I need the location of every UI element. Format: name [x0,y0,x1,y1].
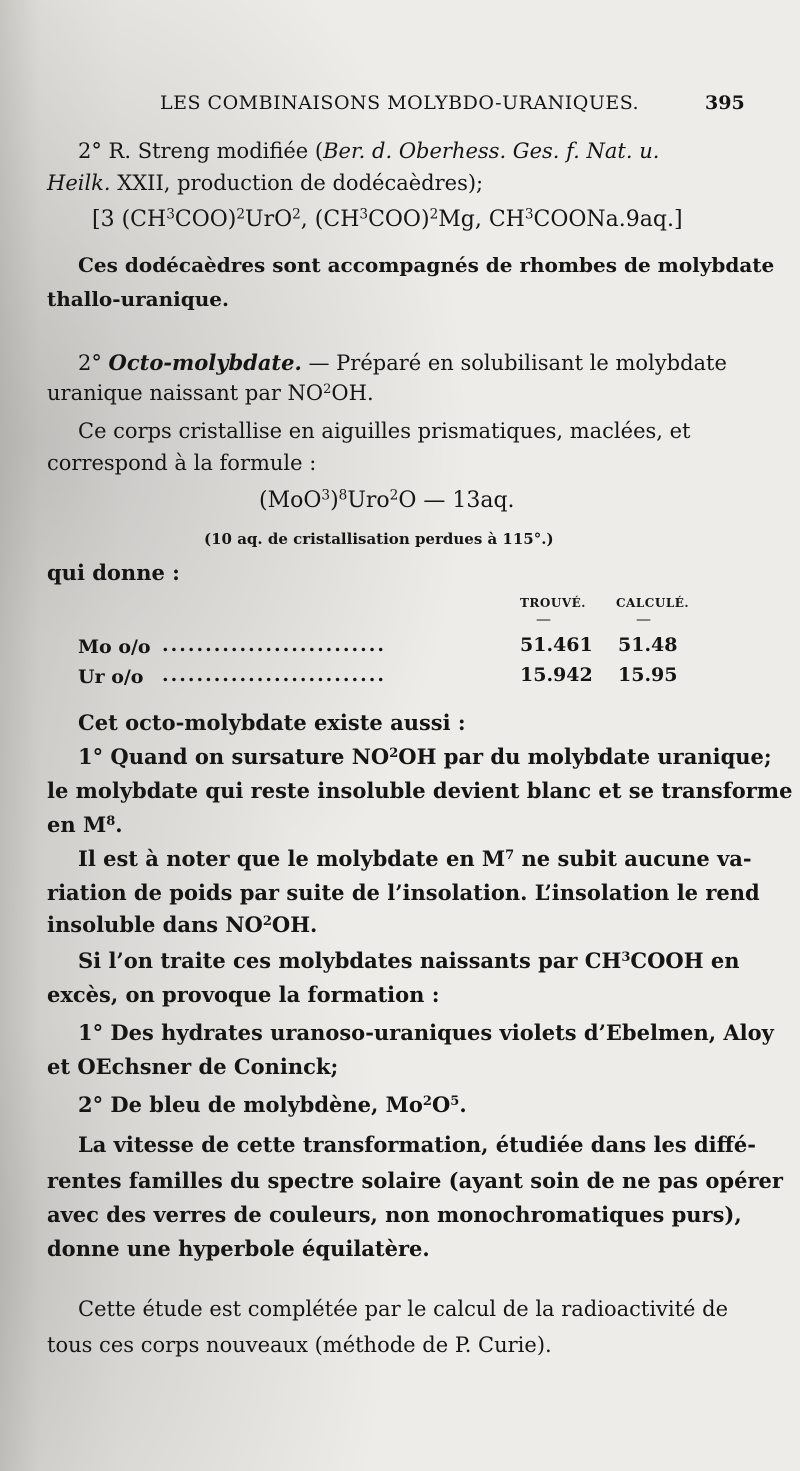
p4-line-1 [78,846,752,872]
p3-line-2 [78,744,772,770]
p5-line-4: et OEchsner de Coninck; [47,1054,339,1079]
p2-formula-part: O — 13aq. [398,488,515,513]
p5-l5-text-end: . [459,1092,467,1117]
p2-line-1 [78,350,727,376]
p2-note: (10 aq. de cristallisation perdues à 115°.) [204,530,554,548]
row-calculated-value: 51.48 [618,634,678,656]
p2-formula-sup: 8 [338,487,348,504]
p5-l5-sup: 5 [450,1093,460,1109]
p2-formula [259,488,515,514]
p6-line-4: donne une hyperbole équilatère. [47,1236,430,1261]
col-header-found: TROUVÉ. [520,596,586,610]
row-leader-dots: .......................... [162,664,386,686]
p4-l3-text: insoluble dans NO [47,912,263,937]
p1-line-2 [47,170,483,196]
p1-formula-part: [3 (CH [92,207,167,232]
p1-l1-text: 2° R. Streng modifiée ( [78,139,324,163]
p4-l1-sup: 7 [505,847,515,863]
col-dash-calculated: — [636,610,651,628]
p1-formula-sup: 3 [524,206,534,223]
row-leader-dots: .......................... [162,634,386,656]
p1-l2-citation: Heilk. [47,171,111,195]
p3-l4-text-end: . [115,812,123,837]
p4-l3-text-end: OH. [271,912,318,937]
p5-l5-text-mid: O [431,1092,451,1117]
p1-formula [92,207,683,233]
p2-l2-text: uranique naissant par NO [47,381,324,405]
p6-line-2: rentes familles du spectre solaire (ayant soin de ne pas opérer [47,1168,783,1193]
p5-l1-text: Si l’on traite ces molybdates naissants par CH [78,948,622,973]
p2-formula-sup: 2 [389,487,399,504]
p1-formula-sup: 2 [236,206,246,223]
p1-formula-part: COO) [368,207,430,232]
p2-qui-donne: qui donne : [47,560,180,585]
p6-line-1: La vitesse de cette transformation, étudiée dans les diffé- [78,1132,756,1157]
p7-line-2: tous ces corps nouveaux (méthode de P. Curie). [47,1333,552,1357]
p2-l1-text: — Préparé en solubilisant le molybdate [301,351,727,375]
col-dash-found: — [536,610,551,628]
p1-formula-part: COO) [174,207,237,232]
p4-l3-sup: 2 [262,913,272,929]
p1-line-1 [78,138,659,164]
p1-formula-sup: 2 [429,206,439,223]
p2-l1-title: Octo-molybdate. [108,350,302,375]
p3-line-1: Cet octo-molybdate existe aussi : [78,710,466,735]
p4-l1-text: Il est à noter que le molybdate en M [78,846,506,871]
p1-line-4: Ces dodécaèdres sont accompagnés de rhombes de molybdate [78,253,775,277]
p2-formula-sup: 3 [321,487,331,504]
p5-line-5 [78,1092,467,1118]
p5-line-1 [78,948,740,974]
p5-l1-text-end: COOH en [630,948,740,973]
row-found-value: 51.461 [520,634,593,656]
p3-l2-sup: 2 [389,745,399,761]
p3-line-3: le molybdate qui reste insoluble devient blanc et se transforme [47,778,793,803]
col-header-calculated: CALCULÉ. [616,596,690,610]
p2-l1-num: 2° [78,351,109,375]
p5-l1-sup: 3 [621,949,631,965]
p2-formula-part: (MoO [259,488,322,513]
p2-l2-sup: 2 [323,381,332,397]
p2-formula-part: ) [330,488,339,513]
p2-l2-text-end: OH. [331,381,374,405]
p4-l1-text-end: ne subit aucune va- [514,846,752,871]
p1-l1-citation: Ber. d. Oberhess. Ges. f. Nat. u. [323,139,660,163]
p3-line-4 [47,812,123,838]
row-calculated-value: 15.95 [618,664,678,686]
p2-formula-part: Uro [347,488,390,513]
p1-formula-sup: 3 [166,206,175,223]
p2-line-3: Ce corps cristallise en aiguilles prismatiques, maclées, et [78,419,691,443]
p5-l5-text: 2° De bleu de molybdène, Mo [78,1092,423,1117]
p5-line-2: excès, on provoque la formation : [47,982,440,1007]
page-number: 395 [705,92,745,114]
p1-formula-part: , (CH [300,207,360,232]
row-found-value: 15.942 [520,664,593,686]
p3-l4-sup: 8 [106,813,116,829]
row-label: Mo o/o [78,636,151,658]
p5-l5-sup: 2 [422,1093,432,1109]
p1-formula-sup: 3 [359,206,369,223]
p1-formula-part: COONa.9aq.] [533,207,683,232]
p5-line-3: 1° Des hydrates uranoso-uraniques violets d’Ebelmen, Aloy [78,1020,774,1045]
p4-line-2: riation de poids par suite de l’insolation. L’insolation le rend [47,880,760,905]
row-label: Ur o/o [78,666,144,688]
p3-l4-text: en M [47,812,107,837]
p1-l2-text: XXII, production de dodécaèdres); [110,171,484,195]
p1-formula-sup: 2 [292,206,301,223]
p2-line-4: correspond à la formule : [47,451,317,475]
p3-l2-text: 1° Quand on sursature NO [78,744,390,769]
p7-line-1: Cette étude est complétée par le calcul de la radioactivité de [78,1297,729,1321]
p6-line-3: avec des verres de couleurs, non monochromatiques purs), [47,1202,742,1227]
p1-formula-part: Mg, CH [438,207,525,232]
running-title: LES COMBINAISONS MOLYBDO-URANIQUES. [160,92,640,114]
p1-line-5: thallo-uranique. [47,287,229,311]
p2-line-2 [47,380,374,406]
p4-line-3 [47,912,317,938]
p3-l2-text-end: OH par du molybdate uranique; [398,744,772,769]
p1-formula-part: UrO [245,207,293,232]
